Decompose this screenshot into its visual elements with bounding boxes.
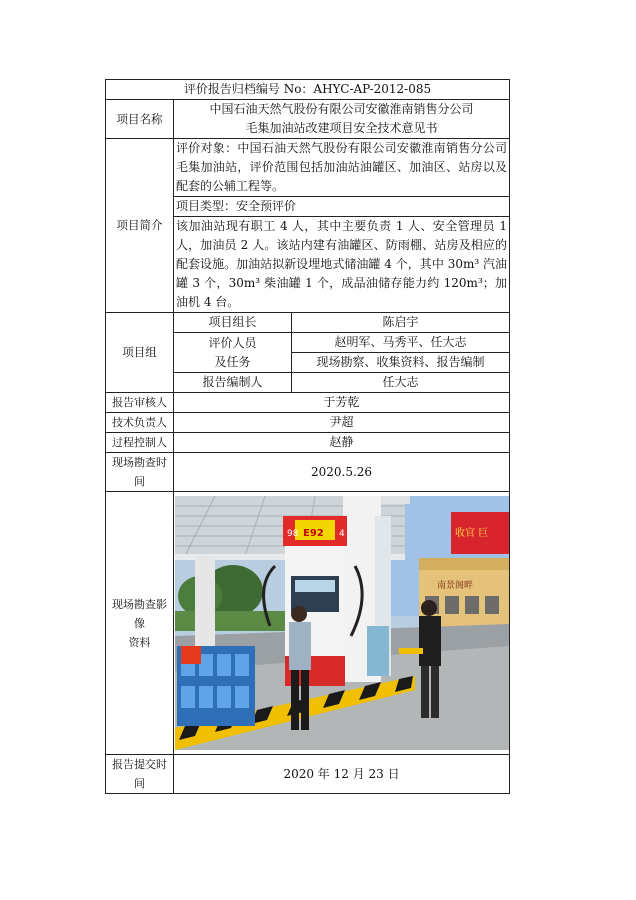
evaluators-label-line2: 及任务 [214, 354, 251, 369]
intro-type: 项目类型：安全预评价 [174, 197, 510, 217]
site-photo [175, 496, 509, 750]
compiler-value: 任大志 [292, 373, 510, 393]
project-name-value [174, 100, 510, 139]
project-name-line1: 中国石油天然气股份有限公司安徽淮南销售分公司 [209, 102, 474, 116]
evaluators-tasks: 现场勘察、收集资料、报告编制 [292, 353, 510, 373]
photo-cell [174, 492, 510, 755]
reviewer-value: 于芳乾 [174, 393, 510, 413]
tech-lead-value: 尹超 [174, 413, 510, 433]
project-name-label: 项目名称 [106, 100, 174, 139]
leader-label: 项目组长 [174, 313, 292, 333]
photo-label [106, 492, 174, 755]
pump-sign-right: 4 [338, 529, 345, 539]
intro-label: 项目简介 [106, 139, 174, 313]
intro-object: 评价对象：中国石油天然气股份有限公司安徽淮南销售分公司毛集加油站，评价范围包括加油站油罐区、加油区、站房以及配套的公辅工程等。 [174, 139, 510, 197]
photo-label-line2: 资料 [128, 635, 151, 649]
project-name-line2: 毛集加油站改建项目安全技术意见书 [245, 121, 438, 135]
tech-lead-label: 技术负责人 [106, 413, 174, 433]
photo-label-line1: 现场勘查影像 [112, 597, 167, 630]
survey-time-value: 2020.5.26 [174, 453, 510, 492]
evaluators-label-line1: 评价人员 [208, 335, 257, 350]
pump-sign-mid: E92 [302, 528, 324, 539]
billboard-text: 收官 巨 [454, 528, 488, 539]
process-control-value: 赵静 [174, 433, 510, 453]
evaluators-label [174, 333, 292, 373]
process-control-label: 过程控制人 [106, 433, 174, 453]
evaluators-names: 赵明军、马秀平、任大志 [292, 333, 510, 353]
compiler-label: 报告编制人 [174, 373, 292, 393]
group-label: 项目组 [106, 313, 174, 393]
archive-number: 评价报告归档编号 No：AHYC-AP-2012-085 [106, 80, 510, 100]
building-sign: 南景阁畔 [436, 581, 473, 591]
intro-detail: 该加油站现有职工 4 人，其中主要负责 1 人、安全管理员 1 人，加油员 2 人。该站内建有油罐区、防雨棚、站房及相应的配套设施。加油站拟新设埋地式储油罐 4 个，其中 30m³ 汽油罐 3 个，30m³ 柴油罐 1 个，成品油储存能力约 120m³；加油机 4 台。 [174, 217, 510, 313]
pump-sign-left: 98 [286, 529, 298, 539]
submit-time-label: 报告提交时间 [106, 755, 174, 794]
submit-time-value: 2020 年 12 月 23 日 [174, 755, 510, 794]
survey-time-label: 现场勘查时间 [106, 453, 174, 492]
leader-value: 陈启宇 [292, 313, 510, 333]
reviewer-label: 报告审核人 [106, 393, 174, 413]
report-table [105, 79, 510, 794]
